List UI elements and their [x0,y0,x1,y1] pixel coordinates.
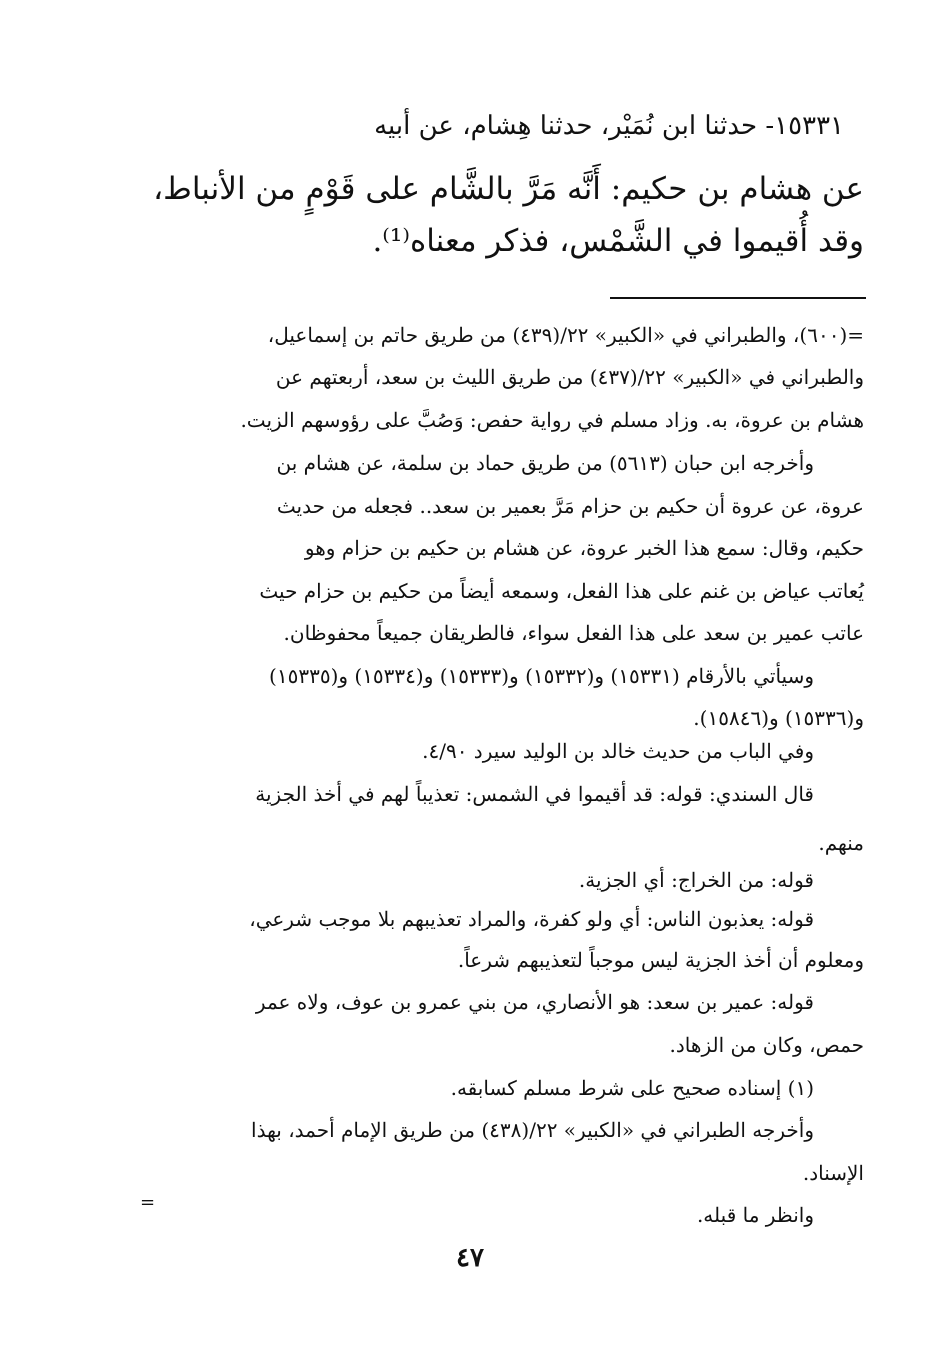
footnote-line: وفي الباب من حديث خالد بن الوليد سيرد ٤/٩٠. [422,739,814,763]
footnote-line: قوله: عمير بن سعد: هو الأنصاري، من بني عمرو بن عوف، ولاه عمر [255,990,814,1014]
footnote-line: يُعاتب عياض بن غنم على هذا الفعل، وسمعه أيضاً من حكيم بن حزام حيث [259,579,864,603]
footnote-line: الإسناد. [802,1161,864,1185]
footnote-line: عاتب عمير بن سعد على هذا الفعل سواء، فالطريقان جميعاً محفوظان. [283,621,864,645]
footnote-line: حكيم، وقال: سمع هذا الخبر عروة، عن هشام بن حكيم بن حزام وهو [304,536,864,560]
footnote-separator [610,297,866,299]
hadith-line-2: عن هشام بن حكيم: أَنَّه مَرَّ بالشَّام على قَوْمٍ من الأنباط، [153,171,864,207]
footnote-line: وأخرجه الطبراني في «الكبير» ٢٢/(٤٣٨) من طريق الإمام أحمد، بهذا [251,1118,814,1142]
footnote-line: قوله: من الخراج: أي الجزية. [578,868,814,892]
footnote-line: عروة، عن عروة أن حكيم بن حزام مَرَّ بعمير بن سعد.. فجعله من حديث [276,494,864,518]
footnote-line: وانظر ما قبله. [696,1203,814,1227]
footnote-line: قوله: يعذبون الناس: أي ولو كفرة، والمراد تعذيبهم بلا موجب شرعي، [249,907,814,931]
footnote-line: (١) إسناده صحيح على شرط مسلم كسابقه. [450,1076,814,1100]
footnote-line: ومعلوم أن أخذ الجزية ليس موجباً لتعذيبهم شرعاً. [457,948,864,972]
hadith-line-3: وقد أُقيموا في الشَّمْس، فذكر معناه⁽¹⁾. [372,223,864,259]
footnote-line: و(١٥٣٣٦) و(١٥٨٤٦). [693,706,864,730]
footnote-line: منهم. [818,831,864,855]
continuation-mark: = [140,1192,156,1213]
footnote-line: =(٦٠٠)، والطبراني في «الكبير» ٢٢/(٤٣٩) من طريق حاتم بن إسماعيل، [267,323,864,347]
footnote-line: وسيأتي بالأرقام (١٥٣٣١) و(١٥٣٣٢) و(١٥٣٣٣) و(١٥٣٣٤) و(١٥٣٣٥) [269,664,814,688]
footnote-line: والطبراني في «الكبير» ٢٢/(٤٣٧) من طريق الليث بن سعد، أربعتهم عن [275,365,864,389]
page-number: ٤٧ [456,1243,484,1273]
footnote-line: حمص، وكان من الزهاد. [669,1033,864,1057]
footnote-line: هشام بن عروة، به. وزاد مسلم في رواية حفص: وَصُبَّ على رؤوسهم الزيت. [240,408,864,432]
hadith-line-1: ١٥٣٣١- حدثنا ابن نُمَيْر، حدثنا هِشام، عن أبيه [374,111,844,141]
footnote-line: وأخرجه ابن حبان (٥٦١٣) من طريق حماد بن سلمة، عن هشام بن [276,451,814,475]
footnote-line: قال السندي: قوله: قد أقيموا في الشمس: تعذيباً لهم في أخذ الجزية [255,782,814,806]
